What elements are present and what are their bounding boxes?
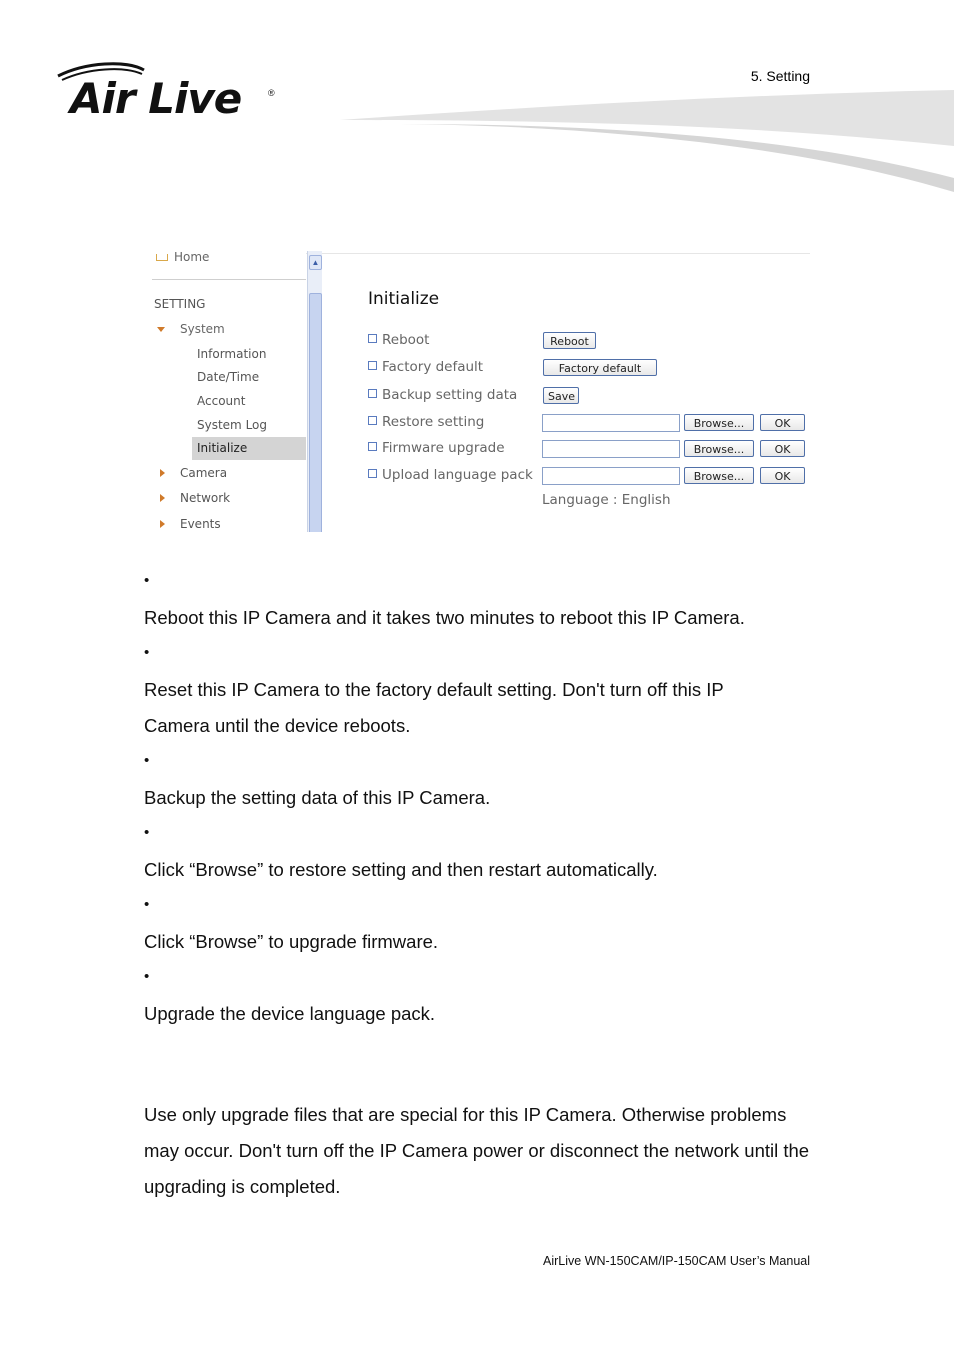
firmware-file-input[interactable] xyxy=(542,440,680,458)
backup-description: Backup the setting data of this IP Camera. xyxy=(144,787,491,808)
reboot-button[interactable]: Reboot xyxy=(543,332,596,349)
sidebar-item-account[interactable]: Account xyxy=(197,394,246,408)
settings-sidebar xyxy=(144,251,306,532)
initialize-screenshot xyxy=(144,251,810,532)
initialize-panel xyxy=(322,251,810,532)
firmware-description: Click “Browse” to upgrade firmware. xyxy=(144,931,439,952)
restore-ok-button[interactable]: OK xyxy=(760,414,805,431)
sidebar-item-datetime[interactable]: Date/Time xyxy=(197,370,260,384)
reboot-label: Reboot xyxy=(368,332,429,348)
checkbox-square-icon xyxy=(368,334,377,343)
checkbox-square-icon xyxy=(368,361,377,370)
reboot-description: Reboot this IP Camera and it takes two minutes to reboot this IP Camera. xyxy=(144,607,745,628)
language-ok-button[interactable]: OK xyxy=(760,467,805,484)
restore-description: Click “Browse” to restore setting and then restart automatically. xyxy=(144,859,658,880)
firmware-ok-button[interactable]: OK xyxy=(760,440,805,457)
sidebar-item-events[interactable]: Events xyxy=(180,517,221,531)
bullet-marker: • xyxy=(144,896,150,913)
backup-setting-label: Backup setting data xyxy=(368,387,517,403)
collapsed-arrow-icon xyxy=(160,494,165,502)
airlive-logo xyxy=(56,60,281,126)
expanded-arrow-icon xyxy=(157,327,165,332)
factory-default-button[interactable]: Factory default xyxy=(543,359,657,376)
bullet-marker: • xyxy=(144,824,150,841)
sidebar-item-system-log[interactable]: System Log xyxy=(197,418,267,432)
upload-language-label: Upload language pack xyxy=(368,467,533,483)
language-file-input[interactable] xyxy=(542,467,680,485)
section-header: 5. Setting xyxy=(750,68,810,84)
page-footer: AirLive WN-150CAM/IP-150CAM User’s Manual xyxy=(543,1254,810,1268)
current-language: Language : English xyxy=(542,492,671,508)
language-pack-description: Upgrade the device language pack. xyxy=(144,1003,436,1024)
checkbox-square-icon xyxy=(368,416,377,425)
factory-default-label: Factory default xyxy=(368,359,483,375)
scrollbar-thumb[interactable] xyxy=(309,293,322,532)
sidebar-item-network[interactable]: Network xyxy=(180,491,231,505)
checkbox-square-icon xyxy=(368,469,377,478)
checkbox-square-icon xyxy=(368,389,377,398)
sidebar-item-home[interactable]: Home xyxy=(174,251,210,264)
scroll-up-icon[interactable]: ▲ xyxy=(309,255,322,270)
bullet-marker: • xyxy=(144,572,150,589)
language-browse-button[interactable]: Browse... xyxy=(684,467,754,484)
sidebar-heading-setting: SETTING xyxy=(154,297,206,311)
restore-browse-button[interactable]: Browse... xyxy=(684,414,754,431)
factory-default-description: Reset this IP Camera to the factory default setting. Don't turn off this IP Camera until the device reboots. xyxy=(144,679,724,736)
logo-text: Air Live xyxy=(70,74,242,123)
sidebar-item-information[interactable]: Information xyxy=(197,347,267,361)
bullet-marker: • xyxy=(144,968,150,985)
save-button[interactable]: Save xyxy=(543,387,579,404)
logo-registered-mark: ® xyxy=(268,88,275,98)
sidebar-scrollbar[interactable] xyxy=(307,251,322,532)
home-icon xyxy=(156,254,168,261)
checkbox-square-icon xyxy=(368,442,377,451)
collapsed-arrow-icon xyxy=(160,520,165,528)
firmware-upgrade-label: Firmware upgrade xyxy=(368,440,505,456)
sidebar-item-system[interactable]: System xyxy=(180,322,225,336)
restore-setting-label: Restore setting xyxy=(368,414,484,430)
firmware-browse-button[interactable]: Browse... xyxy=(684,440,754,457)
panel-title: Initialize xyxy=(368,289,440,309)
restore-file-input[interactable] xyxy=(542,414,680,432)
sidebar-item-initialize[interactable]: Initialize xyxy=(197,441,248,455)
collapsed-arrow-icon xyxy=(160,469,165,477)
sidebar-item-camera[interactable]: Camera xyxy=(180,466,228,480)
upgrade-note: Use only upgrade files that are special for this IP Camera. Otherwise problems may occur. Don't turn off the IP Camera power or disconnect the network until the upgrading is completed. xyxy=(144,1104,810,1197)
bullet-marker: • xyxy=(144,644,150,661)
sidebar-divider xyxy=(152,279,306,280)
header-swoosh-decoration xyxy=(340,86,954,200)
bullet-marker: • xyxy=(144,752,150,769)
